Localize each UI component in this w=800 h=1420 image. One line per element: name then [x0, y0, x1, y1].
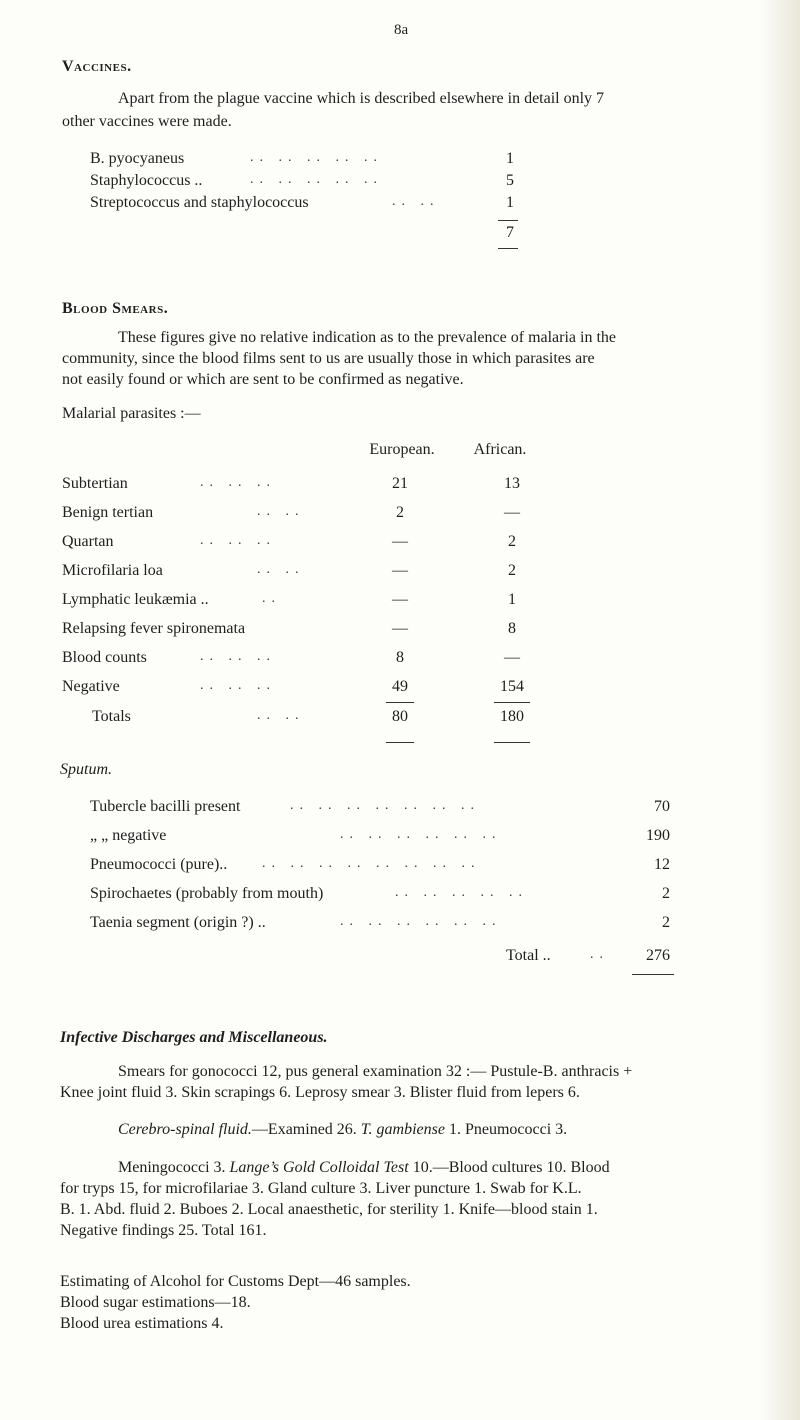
rule [498, 220, 518, 221]
leader-dots: .. [590, 947, 609, 962]
page-edge-shadow [760, 0, 800, 1420]
leader-dots: .. .. [257, 708, 305, 723]
meningococci-line [118, 1159, 610, 1177]
malarial-label: Malarial parasites :— [62, 405, 201, 422]
totals-european: 80 [392, 708, 408, 725]
csf-text: —Examined 26. [251, 1121, 357, 1138]
rule [386, 742, 414, 743]
leader-dots: .. [262, 591, 281, 606]
sputum-row-name: Tubercle bacilli present [90, 798, 241, 815]
sputum-row-value: 12 [654, 856, 670, 873]
smear-row-name: Relapsing fever spironemata [62, 620, 246, 637]
totals-label: Totals [92, 708, 131, 725]
vaccines-heading: Vaccines. [62, 58, 132, 75]
sputum-row-value: 190 [646, 827, 670, 844]
leader-dots: .. .. .. [200, 533, 276, 548]
sputum-row-name: „ „ negative [90, 827, 167, 844]
leader-dots: .. .. .. .. .. .. .. .. [262, 856, 481, 871]
blood-smears-heading: Blood Smears. [62, 300, 169, 317]
csf-species: T. gambiense [360, 1121, 445, 1138]
blood-smears-intro-line-1: These figures give no relative indication as to the prevalence of malaria in the [118, 329, 617, 346]
infective-para-3-line-3: B. 1. Abd. fluid 2. Buboes 2. Local anaesthetic, for sterility 1. Knife—blood stain 1. [60, 1201, 598, 1218]
leader-dots: .. .. .. [200, 678, 276, 693]
blood-smears-intro-line-3: not easily found or which are sent to be confirmed as negative. [62, 371, 464, 388]
smear-row-african: — [504, 504, 520, 521]
vaccine-name: Staphylococcus .. [90, 172, 203, 189]
smear-row-african: 154 [500, 678, 524, 695]
smear-row-name: Microfilaria loa [62, 562, 163, 579]
smear-row-european: — [392, 562, 408, 579]
meningococci-text: Meningococci 3. [118, 1159, 226, 1176]
blood-smears-intro-line-2: community, since the blood films sent to us are usually those in which parasites are [62, 350, 595, 367]
leader-dots: .. .. .. .. .. [395, 885, 528, 900]
leader-dots: .. .. [392, 194, 440, 209]
vaccine-name: B. pyocyaneus [90, 150, 185, 167]
leader-dots: .. .. .. .. .. .. [340, 827, 502, 842]
sputum-row-name: Pneumococci (pure).. [90, 856, 228, 873]
smear-row-european: — [392, 591, 408, 608]
sputum-row-value: 70 [654, 798, 670, 815]
sputum-heading: Sputum. [60, 761, 112, 778]
smear-row-african: 2 [508, 562, 516, 579]
smear-row-name: Subtertian [62, 475, 128, 492]
rule [494, 702, 530, 703]
smear-row-european: — [392, 620, 408, 637]
rule [494, 742, 530, 743]
page-number: 8a [394, 22, 409, 38]
leader-dots: .. .. .. [200, 475, 276, 490]
misc-line-2: Blood sugar estimations—18. [60, 1294, 251, 1311]
smear-row-european: 49 [392, 678, 408, 695]
smear-row-name: Negative [62, 678, 120, 695]
smear-row-african: 13 [504, 475, 520, 492]
column-header-african: African. [473, 441, 527, 458]
smear-row-name: Benign tertian [62, 504, 154, 521]
smear-row-name: Blood counts [62, 649, 147, 666]
smear-row-african: — [504, 649, 520, 666]
vaccines-intro-line-2: other vaccines were made. [62, 113, 232, 130]
totals-african: 180 [500, 708, 524, 725]
smear-row-european: — [392, 533, 408, 550]
rule [632, 974, 674, 975]
vaccine-value: 5 [506, 172, 514, 189]
smear-row-european: 8 [396, 649, 404, 666]
smear-row-name: Lymphatic leukæmia .. [62, 591, 209, 608]
infective-para-3-line-2: for tryps 15, for microfilariae 3. Gland culture 3. Liver puncture 1. Swab for K.L. [60, 1180, 582, 1197]
blood-cultures-text: 10.—Blood cultures 10. Blood [412, 1159, 610, 1176]
infective-para-3-line-4: Negative findings 25. Total 161. [60, 1222, 267, 1239]
smear-row-name: Quartan [62, 533, 114, 550]
leader-dots: .. .. [257, 504, 305, 519]
sputum-total-value: 276 [646, 947, 670, 964]
smear-row-african: 2 [508, 533, 516, 550]
leader-dots: .. .. .. .. .. [250, 172, 383, 187]
rule [386, 702, 414, 703]
smear-row-african: 1 [508, 591, 516, 608]
langes-test: Lange’s Gold Colloidal Test [229, 1159, 409, 1176]
leader-dots: .. .. .. .. .. .. [340, 914, 502, 929]
infective-para-1-line-2: Knee joint fluid 3. Skin scrapings 6. Leprosy smear 3. Blister fluid from lepers 6. [60, 1084, 580, 1101]
leader-dots: .. .. .. .. .. .. .. [290, 798, 480, 813]
leader-dots: .. .. [257, 562, 305, 577]
sputum-total-label: Total .. [506, 947, 551, 964]
sputum-row-value: 2 [662, 914, 670, 931]
infective-heading: Infective Discharges and Miscellaneous. [60, 1029, 328, 1046]
vaccines-total: 7 [506, 224, 514, 241]
misc-line-1: Estimating of Alcohol for Customs Dept—46 samples. [60, 1273, 411, 1290]
column-header-european: European. [369, 441, 435, 458]
misc-line-3: Blood urea estimations 4. [60, 1315, 224, 1332]
sputum-row-value: 2 [662, 885, 670, 902]
infective-para-1-line-1: Smears for gonococci 12, pus general examination 32 :— Pustule-B. anthracis + [118, 1063, 633, 1080]
vaccines-intro-line-1: Apart from the plague vaccine which is described elsewhere in detail only 7 [118, 90, 605, 107]
leader-dots: .. .. .. .. .. [250, 150, 383, 165]
sputum-row-name: Taenia segment (origin ?) .. [90, 914, 266, 931]
csf-rest: 1. Pneumococci 3. [448, 1121, 568, 1138]
vaccine-name: Streptococcus and staphylococcus [90, 194, 309, 211]
smear-row-european: 21 [392, 475, 408, 492]
csf-paragraph [118, 1121, 567, 1139]
smear-row-african: 8 [508, 620, 516, 637]
smear-row-european: 2 [396, 504, 404, 521]
rule [498, 248, 518, 249]
csf-label: Cerebro-spinal fluid. [118, 1121, 252, 1138]
vaccine-value: 1 [506, 194, 514, 211]
sputum-row-name: Spirochaetes (probably from mouth) [90, 885, 324, 902]
leader-dots: .. .. .. [200, 649, 276, 664]
vaccine-value: 1 [506, 150, 514, 167]
